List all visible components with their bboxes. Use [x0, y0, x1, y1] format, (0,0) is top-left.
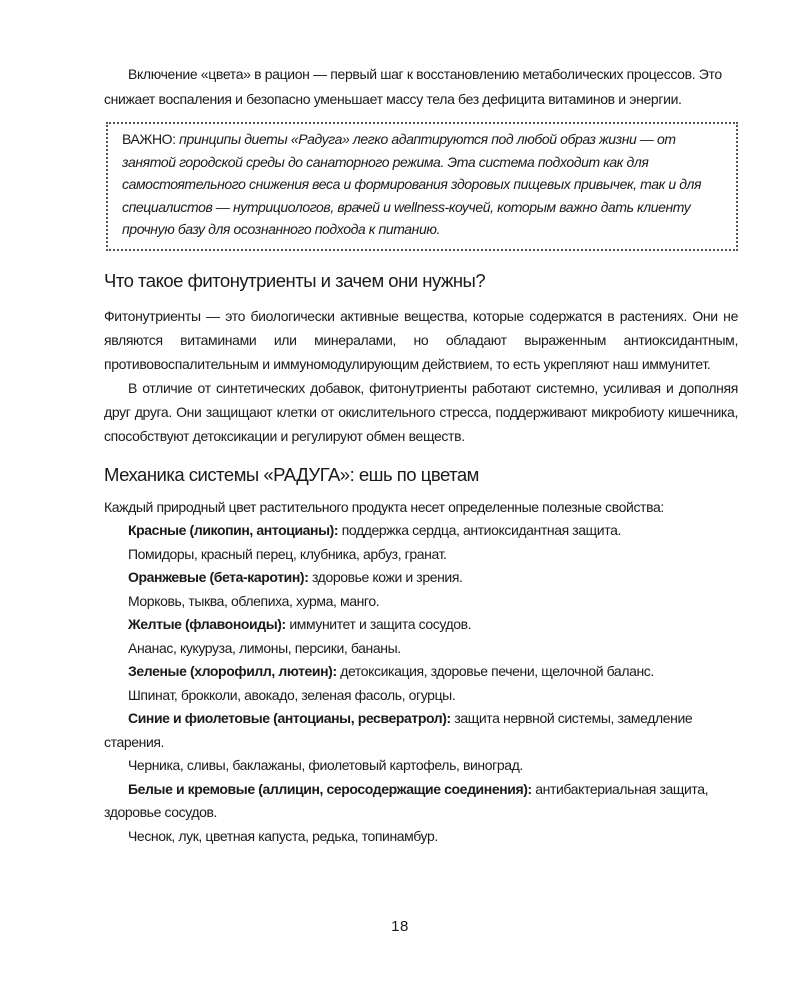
list-item-blue-purple [104, 707, 738, 754]
item-title: Желтые (флавоноиды): [128, 616, 286, 632]
item-title: Синие и фиолетовые (антоцианы, ресвератрол): [128, 710, 451, 726]
list-item-yellow [104, 613, 738, 637]
item-title: Оранжевые (бета-каротин): [128, 569, 309, 585]
item-desc: антибактериальная защита, здоровье сосудов. [104, 780, 709, 820]
item-title: Красные (ликопин, антоцианы): [128, 522, 339, 538]
item-title: Белые и кремовые (аллицин, серосодержащие соединения): [128, 780, 532, 797]
item-desc: здоровье кожи и зрения. [311, 569, 463, 585]
note-text: принципы диеты «Радуга» легко адаптируются под любой образ жизни — от занятой городской среды до санаторного режима. Эта система подходит как для самостоятельного снижения веса и формирования здоровых пищевых привычек, так и для специалистов — нутрициологов, врачей и wellness-коучей, которым важно дать клиенту прочную базу для осознанного подхода к питанию. [122, 131, 702, 237]
phytonutrients-paragraph-1: Фитонутриенты — это биологически активные вещества, которые содержатся в растениях. Они не являются витаминами или минералами, но обладают выраженным антиоксидантным, противовоспалительным и иммуномодулирующим действием, то есть укрепляют наш иммунитет. [104, 307, 738, 372]
list-item-foods: Морковь, тыква, облепиха, хурма, манго. [128, 592, 380, 609]
item-desc: поддержка сердца, антиоксидантная защита. [341, 522, 621, 538]
color-groups-list [104, 496, 738, 849]
list-item-foods: Черника, сливы, баклажаны, фиолетовый картофель, виноград. [128, 757, 523, 773]
important-note-box [106, 122, 738, 251]
phytonutrients-paragraph-2: В отличие от синтетических добавок, фитонутриенты работают системно, усиливая и дополняя друг друга. Они защищают клетки от окислительного стресса, поддерживают микробиоту кишечника, способствуют детоксикации и регулируют обмен веществ. [104, 379, 738, 444]
item-desc: иммунитет и защита сосудов. [289, 616, 472, 632]
list-item-foods: Чеснок, лук, цветная капуста, редька, топинамбур. [128, 827, 438, 844]
section-heading-rainbow-system: Механика системы «РАДУГА»: ешь по цветам [104, 463, 479, 485]
list-item-foods: Ананас, кукуруза, лимоны, персики, бананы. [128, 639, 401, 656]
list-item-foods: Шпинат, брокколи, авокадо, зеленая фасоль, огурцы. [128, 686, 456, 703]
item-desc: защита нервной системы, замедление старения. [104, 710, 693, 750]
list-item-green [104, 660, 738, 684]
list-item-foods: Помидоры, красный перец, клубника, арбуз, гранат. [128, 545, 447, 562]
page-number: 18 [391, 918, 409, 935]
item-desc: детоксикация, здоровье печени, щелочной баланс. [340, 663, 654, 679]
item-title: Зеленые (хлорофилл, лютеин): [128, 663, 337, 679]
section-heading-phytonutrients: Что такое фитонутриенты и зачем они нужны? [104, 269, 486, 291]
page-content [104, 62, 738, 848]
intro-paragraph: Включение «цвета» в рацион — первый шаг к восстановлению метаболических процессов. Это снижает воспаления и безопасно уменьшает массу тела без дефицита витаминов и энергии. [104, 66, 722, 107]
list-lead: Каждый природный цвет растительного продукта несет определенные полезные свойства: [104, 498, 664, 515]
list-item-orange [104, 566, 738, 590]
list-item-white-cream [104, 778, 738, 825]
note-label: ВАЖНО: [122, 131, 176, 147]
list-item-red [104, 519, 738, 543]
